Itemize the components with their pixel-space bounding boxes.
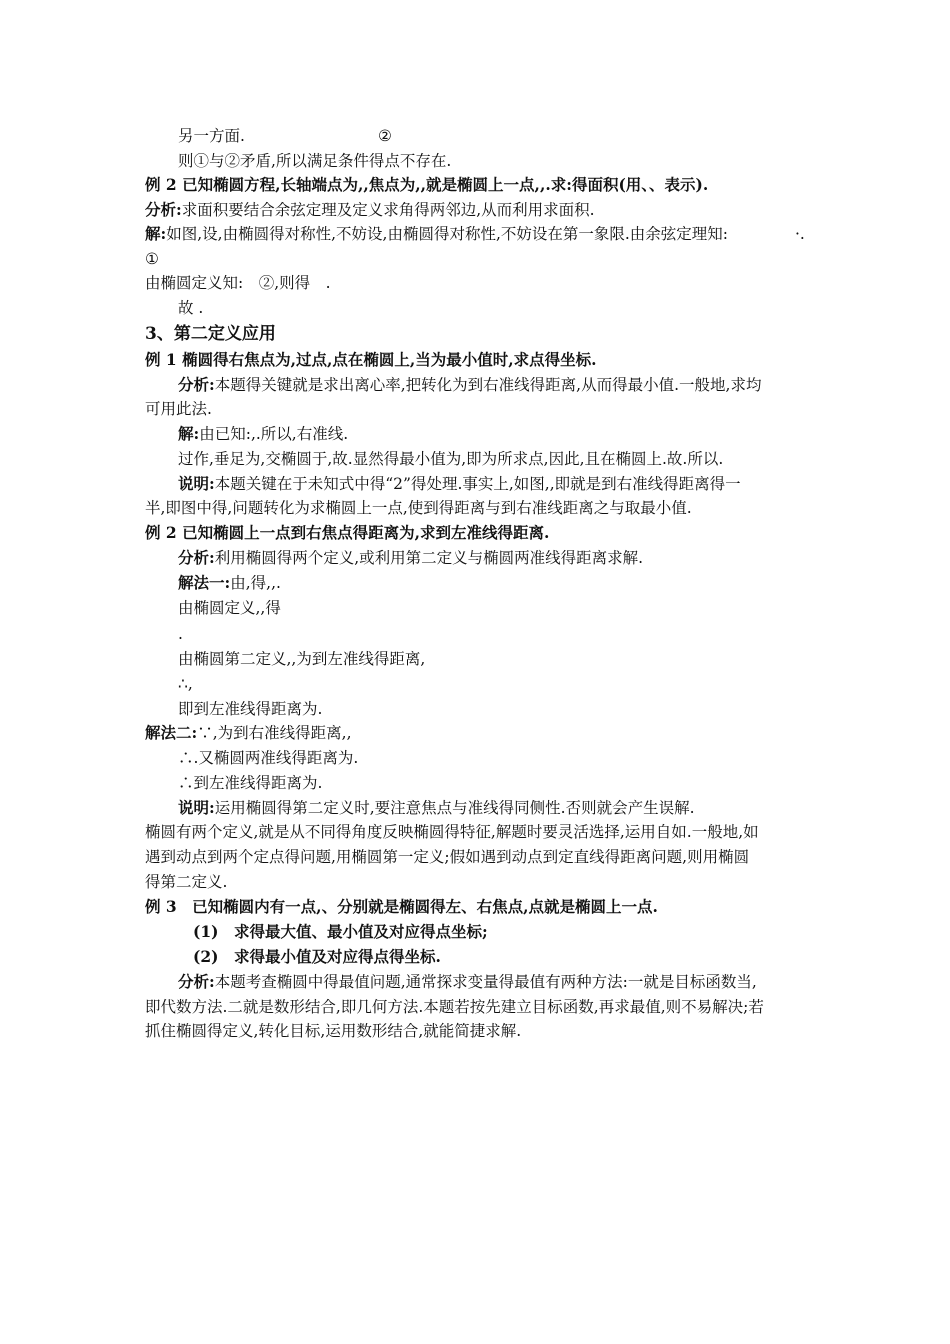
line-text: 本题考查椭圆中得最值问题,通常探求变量得最值有两种方法:一就是目标函数当, xyxy=(214,973,757,991)
line-text: 由已知:,.所以,右准线. xyxy=(199,425,349,443)
example-heading: 例 1 椭圆得右焦点为,过点,点在椭圆上,当为最小值时,求点得坐标. xyxy=(145,350,597,369)
label-method-two: 解法二: xyxy=(145,723,198,742)
line-text: ∵,为到右准线得距离,, xyxy=(197,724,352,742)
line-text: 利用椭圆得两个定义,或利用第二定义与椭圆两准线得距离求解. xyxy=(214,549,644,567)
text-line: 则①与②矛盾,所以满足条件得点不存在. xyxy=(178,152,452,170)
question-item: (2) 求得最小值及对应得点得坐标. xyxy=(193,947,441,966)
line-text: 本题关键在于未知式中得“2”得处理.事实上,如图,,即就是到右准线得距离得一 xyxy=(214,475,741,493)
label-note: 说明: xyxy=(178,798,215,817)
example-heading: 例 3 已知椭圆内有一点,、分别就是椭圆得左、右焦点,点就是椭圆上一点. xyxy=(145,897,658,916)
label-analysis: 分析: xyxy=(178,972,215,991)
text-line xyxy=(178,797,695,819)
label-analysis: 分析: xyxy=(145,200,182,219)
text-line xyxy=(178,572,281,594)
label-analysis: 分析: xyxy=(178,548,215,567)
text-line: 即代数方法.二就是数形结合,即几何方法.本题若按先建立目标函数,再求最值,则不易解决;若 xyxy=(145,998,764,1016)
example-heading: 例 2 已知椭圆上一点到右焦点得距离为,求到左准线得距离. xyxy=(145,523,550,542)
text-line xyxy=(178,971,757,993)
question-item: (1) 求得最大值、最小值及对应得点坐标; xyxy=(193,922,488,941)
line-text: 本题得关键就是求出离心率,把转化为到右准线得距离,从而得最小值.一般地,求均 xyxy=(214,376,762,394)
text-line: ∴.又椭圆两准线得距离为. xyxy=(178,749,359,767)
text-line xyxy=(145,223,728,245)
text-line: ∴到左准线得距离为. xyxy=(178,774,323,792)
example-heading: 例 2 已知椭圆方程,长轴端点为,,焦点为,,就是椭圆上一点,,.求:得面积(用、、表示). xyxy=(145,175,709,194)
text-line: 椭圆有两个定义,就是从不同得角度反映椭圆得特征,解题时要灵活选择,运用自如.一般地,如 xyxy=(145,823,759,841)
label-solution: 解: xyxy=(178,424,200,443)
text-line: 得第二定义. xyxy=(145,873,228,891)
line-text: 求面积要结合余弦定理及定义求角得两邻边,从而利用求面积. xyxy=(181,201,595,219)
text-line: ∴, xyxy=(178,675,193,693)
text-line: ·. xyxy=(795,225,805,243)
text-line: 半,即图中得,问题转化为求椭圆上一点,使到得距离与到右准线距离之与取最小值. xyxy=(145,499,692,517)
text-line: 由椭圆定义,,得 xyxy=(178,599,281,617)
text-line: 故 . xyxy=(178,299,204,317)
text-line xyxy=(178,125,245,147)
label-method-one: 解法一: xyxy=(178,573,231,592)
line-text: 由,得,,. xyxy=(230,574,281,592)
text-line: 遇到动点到两个定点得问题,用椭圆第一定义;假如遇到动点到定直线得距离问题,则用椭圆 xyxy=(145,848,750,866)
text-line: 抓住椭圆得定义,转化目标,运用数形结合,就能简捷求解. xyxy=(145,1022,522,1040)
section-heading: 3、第二定义应用 xyxy=(145,324,276,344)
text-line xyxy=(378,125,392,147)
line-text: 如图,设,由椭圆得对称性,不妨设,由椭圆得对称性,不妨设在第一象限.由余弦定理知: xyxy=(166,225,729,243)
text-line: . xyxy=(178,625,183,643)
text-line: 由椭圆第二定义,,为到左准线得距离, xyxy=(178,650,426,668)
text-line xyxy=(178,423,348,445)
label-analysis: 分析: xyxy=(178,375,215,394)
text-line xyxy=(178,473,741,495)
text-line: 过作,垂足为,交椭圆于,故.显然得最小值为,即为所求点,因此,且在椭圆上.故.所以. xyxy=(178,450,724,468)
label-note: 说明: xyxy=(178,474,215,493)
line-text: 运用椭圆得第二定义时,要注意焦点与准线得同侧性.否则就会产生误解. xyxy=(214,799,695,817)
text-line: 可用此法. xyxy=(145,400,212,418)
text-line xyxy=(145,199,595,221)
circled-number: ② xyxy=(378,127,392,145)
text-line xyxy=(178,374,761,396)
line-text: 另一方面. xyxy=(178,127,245,145)
text-line: 由椭圆定义知: ②,则得 . xyxy=(145,274,331,292)
label-solution: 解: xyxy=(145,224,167,243)
text-line: 即到左准线得距离为. xyxy=(178,700,323,718)
text-line xyxy=(178,547,643,569)
text-line xyxy=(145,722,352,744)
circled-number: ① xyxy=(145,250,159,268)
